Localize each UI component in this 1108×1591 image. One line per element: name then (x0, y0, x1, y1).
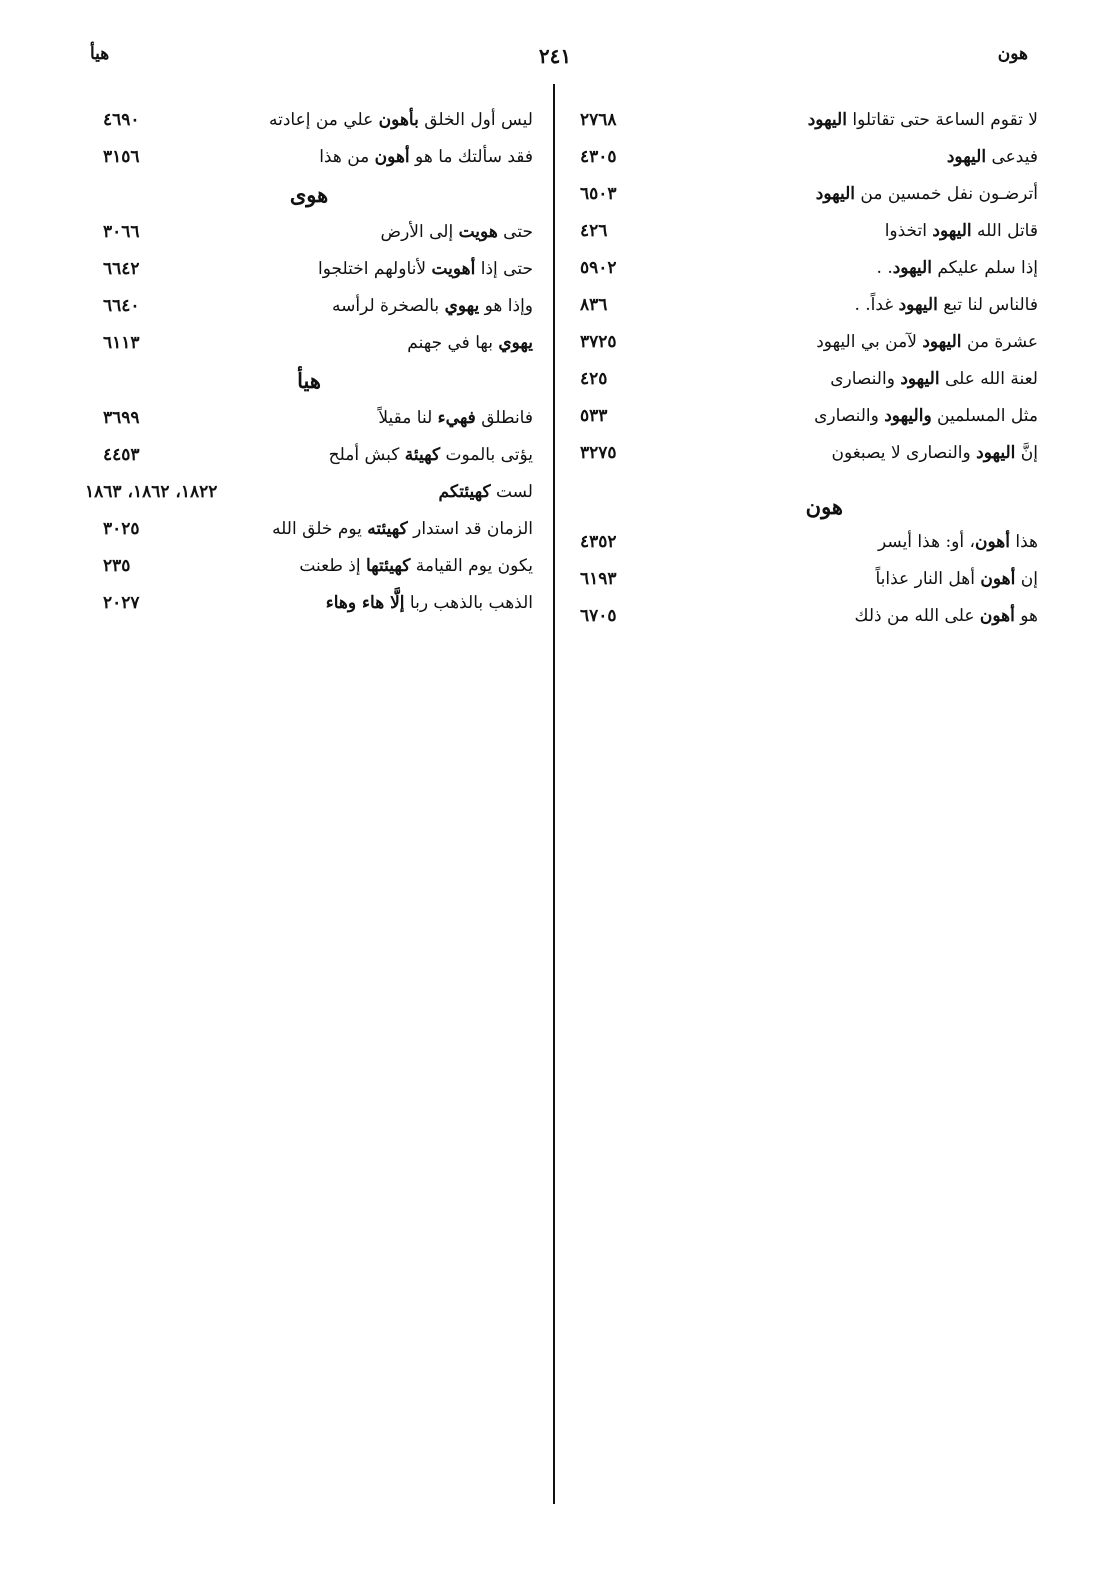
entry-keyword: اليهود (932, 221, 972, 241)
entry-text-pre: هذا (1009, 532, 1038, 552)
entry-group (580, 102, 1038, 472)
entry-text-pre: فالناس لنا تبع (937, 295, 1038, 315)
entry-reference: ٤٣٠٥ (580, 147, 617, 167)
entry-text (439, 474, 533, 511)
entry-text-pre: الزمان قد استدار (407, 519, 533, 539)
entry-text (381, 214, 533, 251)
entry-text-pre: لا تقوم الساعة حتى تقاتلوا (846, 110, 1038, 130)
entry-reference: ٣١٥٦ (103, 147, 140, 167)
entry-group (85, 102, 533, 176)
index-entry (85, 400, 533, 437)
entry-keyword: اليهود (807, 110, 847, 130)
entry-text-post: من هذا (319, 147, 375, 167)
entry-reference: ٤٤٥٣ (103, 445, 140, 465)
entry-reference: ٤٢٥ (580, 369, 608, 389)
entry-reference: ١٨٢٢، ١٨٦٢، ١٨٦٣ (85, 482, 218, 502)
index-entry (580, 561, 1038, 598)
entry-reference: ٣٢٧٥ (580, 443, 617, 463)
entry-text-pre: حتى إذا (475, 259, 533, 279)
entry-text-post: كبش أملح (328, 445, 405, 465)
entry-keyword: اليهود (815, 184, 856, 204)
index-entry (85, 251, 533, 288)
index-entry (85, 214, 533, 251)
index-entry (85, 102, 533, 139)
entry-keyword: اليهود (946, 147, 987, 167)
index-entry (580, 524, 1038, 561)
entry-text-post: لآمن بي اليهود (816, 332, 923, 352)
entry-text-pre: قاتل الله (971, 221, 1038, 241)
index-entry (580, 361, 1038, 398)
entry-text-post: لنا مقيلاً (378, 408, 438, 428)
entry-group (580, 524, 1038, 635)
entry-text-post: اتخذوا (884, 221, 933, 241)
entry-reference: ٦٦٤٠ (103, 296, 140, 316)
entry-reference: ٢٠٢٧ (103, 593, 140, 613)
page-number: ٢٤١ (538, 44, 572, 68)
entry-text-pre: عشرة من (961, 332, 1038, 352)
section-heading: هون (805, 494, 843, 519)
section-heading: هوى (289, 182, 329, 207)
index-entry (85, 325, 533, 362)
entry-keyword: بأهون (378, 110, 419, 130)
running-head-right: هون (997, 44, 1028, 64)
entry-keyword: كهيئتكم (438, 482, 491, 502)
index-entry (580, 598, 1038, 635)
entry-reference: ٤٦٩٠ (103, 110, 140, 130)
entry-text (816, 324, 1038, 361)
entry-text-pre: حتى (497, 222, 533, 242)
entry-keyword: يهوي (498, 333, 533, 353)
entry-text (318, 251, 533, 288)
entry-text-post: . . (876, 258, 893, 278)
entry-text-pre: إذا سلم عليكم (931, 258, 1038, 278)
entry-text (269, 102, 533, 139)
entry-reference: ٣٠٦٦ (103, 222, 140, 242)
index-entry (580, 398, 1038, 435)
entry-keyword: كهيئتها (365, 556, 411, 576)
entry-group (85, 400, 533, 622)
entry-keyword: اليهود (976, 443, 1016, 463)
entry-text (299, 548, 533, 585)
entry-text-pre: لعنة الله على (939, 369, 1038, 389)
index-entry (580, 435, 1038, 472)
entry-text-pre: إنَّ (1015, 443, 1038, 463)
entry-text-post: بالصخرة لرأسه (332, 296, 445, 316)
index-entry (85, 548, 533, 585)
running-head-left: هيأ (90, 44, 110, 64)
entry-text-pre: إن (1015, 569, 1038, 589)
entry-keyword: واليهود (884, 406, 932, 426)
entry-keyword: اليهود (898, 295, 938, 315)
entry-reference: ٤٢٦ (580, 221, 608, 241)
index-entry (580, 176, 1038, 213)
entry-text (816, 176, 1038, 213)
entry-text (329, 437, 533, 474)
entry-text (855, 598, 1038, 635)
entry-text-post: والنصارى (830, 369, 901, 389)
entry-text-pre: أترضـون نفل خمسين من (855, 184, 1038, 204)
entry-reference: ٢٧٦٨ (580, 110, 617, 130)
index-entry (85, 585, 533, 622)
entry-reference: ٦٥٠٣ (580, 184, 617, 204)
entry-text (854, 287, 1038, 324)
index-entry (580, 213, 1038, 250)
entry-text (885, 213, 1038, 250)
index-entry (580, 324, 1038, 361)
index-entry (85, 437, 533, 474)
index-entry (85, 288, 533, 325)
entry-text (878, 524, 1038, 561)
entry-keyword: فهيء (437, 408, 476, 428)
entry-keyword: إلَّا هاء وهاء (325, 593, 405, 613)
entry-keyword: أهون (979, 606, 1015, 626)
entry-text (407, 325, 533, 362)
entry-reference: ٦٦٤٢ (103, 259, 140, 279)
entry-text-post: علي من إعادته (269, 110, 379, 130)
entry-text-post: بها في جهنم (407, 333, 499, 353)
entry-text-pre: لست (490, 482, 533, 502)
entry-reference: ٦١٩٣ (580, 569, 617, 589)
entry-reference: ٨٣٦ (580, 295, 608, 315)
entry-text-pre: فقد سألتك ما هو (409, 147, 533, 167)
section-heading: هيأ (297, 368, 321, 393)
entry-reference: ٣٦٩٩ (103, 408, 140, 428)
index-entry (85, 474, 533, 511)
index-entry (580, 139, 1038, 176)
entry-text-pre: ليس أول الخلق (418, 110, 533, 130)
entry-text-pre: فانطلق (475, 408, 533, 428)
entry-text (808, 102, 1038, 139)
entry-text-pre: وإذا هو (479, 296, 533, 316)
entry-text (272, 511, 533, 548)
index-entry (580, 250, 1038, 287)
entry-keyword: اليهود (892, 258, 932, 278)
entry-text-post: غداً. . (854, 295, 899, 315)
entry-text-post: ، أو: هذا أيسر (878, 532, 976, 552)
entry-reference: ٣٠٢٥ (103, 519, 140, 539)
entry-keyword: كهيئة (404, 445, 441, 465)
entry-keyword: أهويت (431, 259, 476, 279)
entry-keyword: هويت (458, 222, 498, 242)
entry-group (85, 214, 533, 362)
entry-reference: ٥٩٠٢ (580, 258, 617, 278)
entry-text (378, 400, 533, 437)
entry-reference: ٥٣٣ (580, 406, 608, 426)
left-column (85, 102, 533, 622)
entry-text (814, 398, 1038, 435)
entry-reference: ٢٣٥ (103, 556, 131, 576)
entry-keyword: أهون (980, 569, 1016, 589)
entry-text-pre: الذهب بالذهب ربا (404, 593, 533, 613)
entry-text-pre: يكون يوم القيامة (410, 556, 533, 576)
entry-text (831, 435, 1038, 472)
entry-keyword: أهون (374, 147, 410, 167)
index-entry (580, 287, 1038, 324)
entry-reference: ٦٧٠٥ (580, 606, 617, 626)
entry-text (332, 288, 533, 325)
entry-text-post: أهل النار عذاباً (875, 569, 981, 589)
entry-text-post: والنصارى لا يصبغون (831, 443, 977, 463)
index-entry (85, 511, 533, 548)
entry-text-post: لأناولهم اختلجوا (318, 259, 432, 279)
entry-keyword: اليهود (922, 332, 962, 352)
entry-text-post: والنصارى (814, 406, 885, 426)
entry-keyword: اليهود (900, 369, 940, 389)
entry-text (876, 561, 1039, 598)
entry-keyword: يهوي (444, 296, 480, 316)
entry-text-pre: مثل المسلمين (931, 406, 1038, 426)
right-column (580, 102, 1038, 635)
entry-keyword: كهيئته (367, 519, 408, 539)
entry-text-post: يوم خلق الله (272, 519, 368, 539)
entry-text (319, 139, 533, 176)
entry-text-post: إذ طعنت (299, 556, 366, 576)
entry-text (877, 250, 1038, 287)
entry-text-post: إلى الأرض (380, 222, 459, 242)
entry-reference: ٤٣٥٢ (580, 532, 617, 552)
entry-reference: ٦١١٣ (103, 333, 140, 353)
entry-text (947, 139, 1038, 176)
index-entry (580, 102, 1038, 139)
column-divider (553, 84, 555, 1504)
entry-text-pre: يؤتى بالموت (440, 445, 533, 465)
entry-reference: ٣٧٢٥ (580, 332, 617, 352)
index-entry (85, 139, 533, 176)
entry-text-pre: فيدعى (986, 147, 1038, 167)
entry-text-post: على الله من ذلك (854, 606, 980, 626)
entry-text (326, 585, 533, 622)
entry-text (830, 361, 1038, 398)
entry-keyword: أهون (975, 532, 1010, 552)
entry-text-pre: هو (1014, 606, 1038, 626)
